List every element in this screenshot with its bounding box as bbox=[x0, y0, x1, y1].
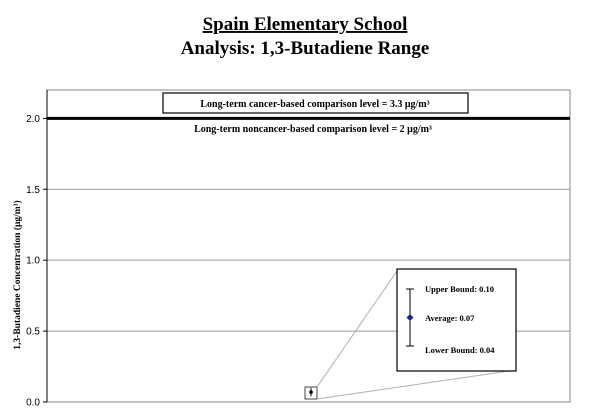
cancer-reference-label: Long-term cancer-based comparison level = 3.3 μg/m³ bbox=[200, 99, 430, 110]
y-tick-label: 1.0 bbox=[26, 255, 40, 267]
y-axis-ticks bbox=[26, 114, 47, 409]
y-axis-label: 1,3-Butadiene Concentration (μg/m³) bbox=[13, 200, 23, 350]
noncancer-reference-label: Long-term noncancer-based comparison level = 2 μg/m³ bbox=[194, 124, 432, 135]
inset-lower-label: Lower Bound: 0.04 bbox=[425, 345, 495, 355]
inset-upper-label: Upper Bound: 0.10 bbox=[425, 284, 495, 294]
range-marker-average-point bbox=[309, 390, 313, 394]
chart-title: Spain Elementary School bbox=[202, 14, 408, 35]
chart-subtitle: Analysis: 1,3-Butadiene Range bbox=[180, 38, 430, 59]
y-tick-label: 0.0 bbox=[26, 397, 40, 409]
y-tick-label: 2.0 bbox=[26, 113, 40, 125]
y-tick-label: 0.5 bbox=[26, 326, 40, 338]
y-tick-label: 1.5 bbox=[26, 184, 40, 196]
inset-average-label: Average: 0.07 bbox=[425, 313, 475, 323]
